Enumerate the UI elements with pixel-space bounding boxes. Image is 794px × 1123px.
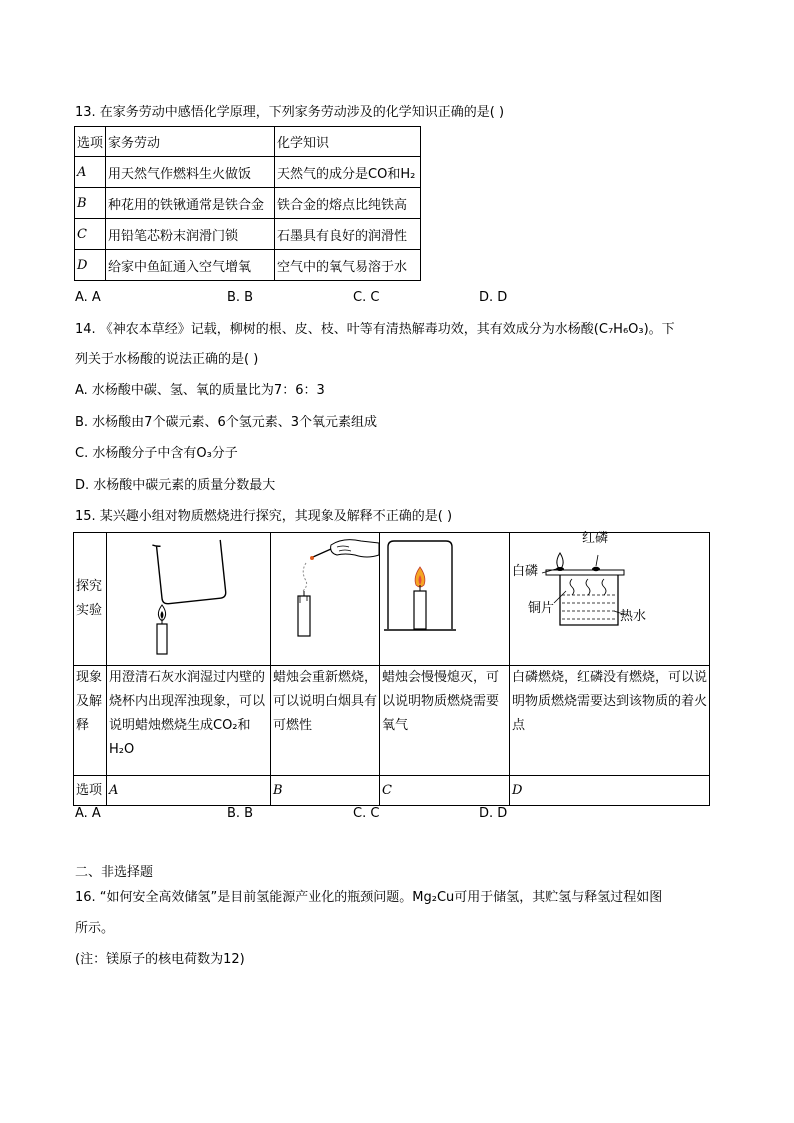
q13-row-chore: 用铅笔芯粉末润滑门锁 — [106, 219, 275, 250]
table-row — [75, 157, 421, 188]
q15-figure-b — [271, 533, 380, 666]
q15-row3-label: 选项 — [74, 776, 107, 806]
choice-d[interactable]: D. D — [479, 290, 508, 305]
section-title: 二、非选择题 — [75, 865, 154, 880]
candle-in-jar-figure — [380, 533, 509, 656]
q15-explanation-a: 用澄清石灰水润湿过内壁的烧杯内出现浑浊现象，可以说明蜡烛燃烧生成CO₂和H₂O — [107, 666, 271, 776]
table-row — [75, 188, 421, 219]
phosphorus-copper-figure — [510, 533, 709, 656]
q14-stem-line1: 14. 《神农本草经》记载，柳树的根、皮、枝、叶等有清热解毒功效，其有效成分为水杨酸(C₇H₆O₃)。下 — [75, 322, 675, 337]
label-red-phosphorus: 红磷 — [582, 531, 609, 546]
q15-explanation-c: 蜡烛会慢慢熄灭，可以说明物质燃烧需要氧气 — [380, 666, 510, 776]
label-white-phosphorus: 白磷 — [512, 564, 539, 579]
q13-row-knowledge: 石墨具有良好的润滑性 — [275, 219, 421, 250]
q15-option-letter: C — [380, 776, 510, 806]
q13-row-knowledge: 天然气的成分是CO和H₂ — [275, 157, 421, 188]
q15-option-letter: A — [107, 776, 271, 806]
q13-header-chore: 家务劳动 — [106, 127, 275, 157]
q13-row-chore: 种花用的铁锹通常是铁合金 — [106, 188, 275, 219]
label-hot-water: 热水 — [620, 609, 647, 624]
q14-option-d[interactable]: D. 水杨酸中碳元素的质量分数最大 — [75, 478, 276, 493]
q15-stem: 15. 某兴趣小组对物质燃烧进行探究，其现象及解释不正确的是( ) — [75, 509, 453, 524]
choice-c[interactable]: C. C — [353, 806, 380, 821]
choice-a[interactable]: A. A — [75, 806, 101, 821]
beaker-over-candle-figure — [107, 533, 270, 656]
q16-stem-line2: 所示。 — [75, 921, 115, 936]
q13-row-option: B — [75, 188, 106, 219]
q15-row1-label: 探究实验 — [74, 533, 107, 666]
q13-header-option: 选项 — [75, 127, 106, 157]
q13-row-knowledge: 空气中的氧气易溶于水 — [275, 250, 421, 281]
q14-option-c[interactable]: C. 水杨酸分子中含有O₃分子 — [75, 446, 238, 461]
q13-row-option: A — [75, 157, 106, 188]
table-row — [75, 250, 421, 281]
q15-option-letter: D — [510, 776, 710, 806]
q13-row-option: C — [75, 219, 106, 250]
relighting-candle-figure — [271, 533, 379, 656]
q14-option-a[interactable]: A. 水杨酸中碳、氢、氧的质量比为7：6：3 — [75, 383, 325, 398]
choice-c[interactable]: C. C — [353, 290, 380, 305]
q16-note: (注：镁原子的核电荷数为12) — [75, 952, 245, 967]
q15-explanation-d: 白磷燃烧，红磷没有燃烧，可以说明物质燃烧需要达到该物质的着火点 — [510, 666, 710, 776]
choice-b[interactable]: B. B — [227, 290, 254, 305]
q14-option-b[interactable]: B. 水杨酸由7个碳元素、6个氢元素、3个氧元素组成 — [75, 415, 377, 430]
q13-stem: 13. 在家务劳动中感悟化学原理，下列家务劳动涉及的化学知识正确的是( ) — [75, 105, 505, 120]
choice-b[interactable]: B. B — [227, 806, 254, 821]
q16-stem-line1: 16. “如何安全高效储氢”是目前氢能源产业化的瓶颈问题。Mg₂Cu可用于储氢，其贮氢与释氢过程如图 — [75, 890, 663, 905]
q15-option-letter: B — [271, 776, 380, 806]
choice-d[interactable]: D. D — [479, 806, 508, 821]
q13-table — [74, 126, 421, 281]
q13-row-chore: 用天然气作燃料生火做饭 — [106, 157, 275, 188]
q13-row-option: D — [75, 250, 106, 281]
table-row — [75, 219, 421, 250]
choice-a[interactable]: A. A — [75, 290, 101, 305]
q15-explanation-b: 蜡烛会重新燃烧，可以说明白烟具有可燃性 — [271, 666, 380, 776]
label-copper-plate: 铜片 — [528, 601, 555, 616]
q15-table — [73, 532, 710, 806]
q15-row2-label: 现象及解释 — [74, 666, 107, 776]
q15-figure-d — [510, 533, 710, 666]
q14-stem-line2: 列关于水杨酸的说法正确的是( ) — [75, 352, 259, 367]
q15-figure-c — [380, 533, 510, 666]
q13-row-chore: 给家中鱼缸通入空气增氧 — [106, 250, 275, 281]
q13-header-knowledge: 化学知识 — [275, 127, 421, 157]
q15-figure-a — [107, 533, 271, 666]
q13-row-knowledge: 铁合金的熔点比纯铁高 — [275, 188, 421, 219]
